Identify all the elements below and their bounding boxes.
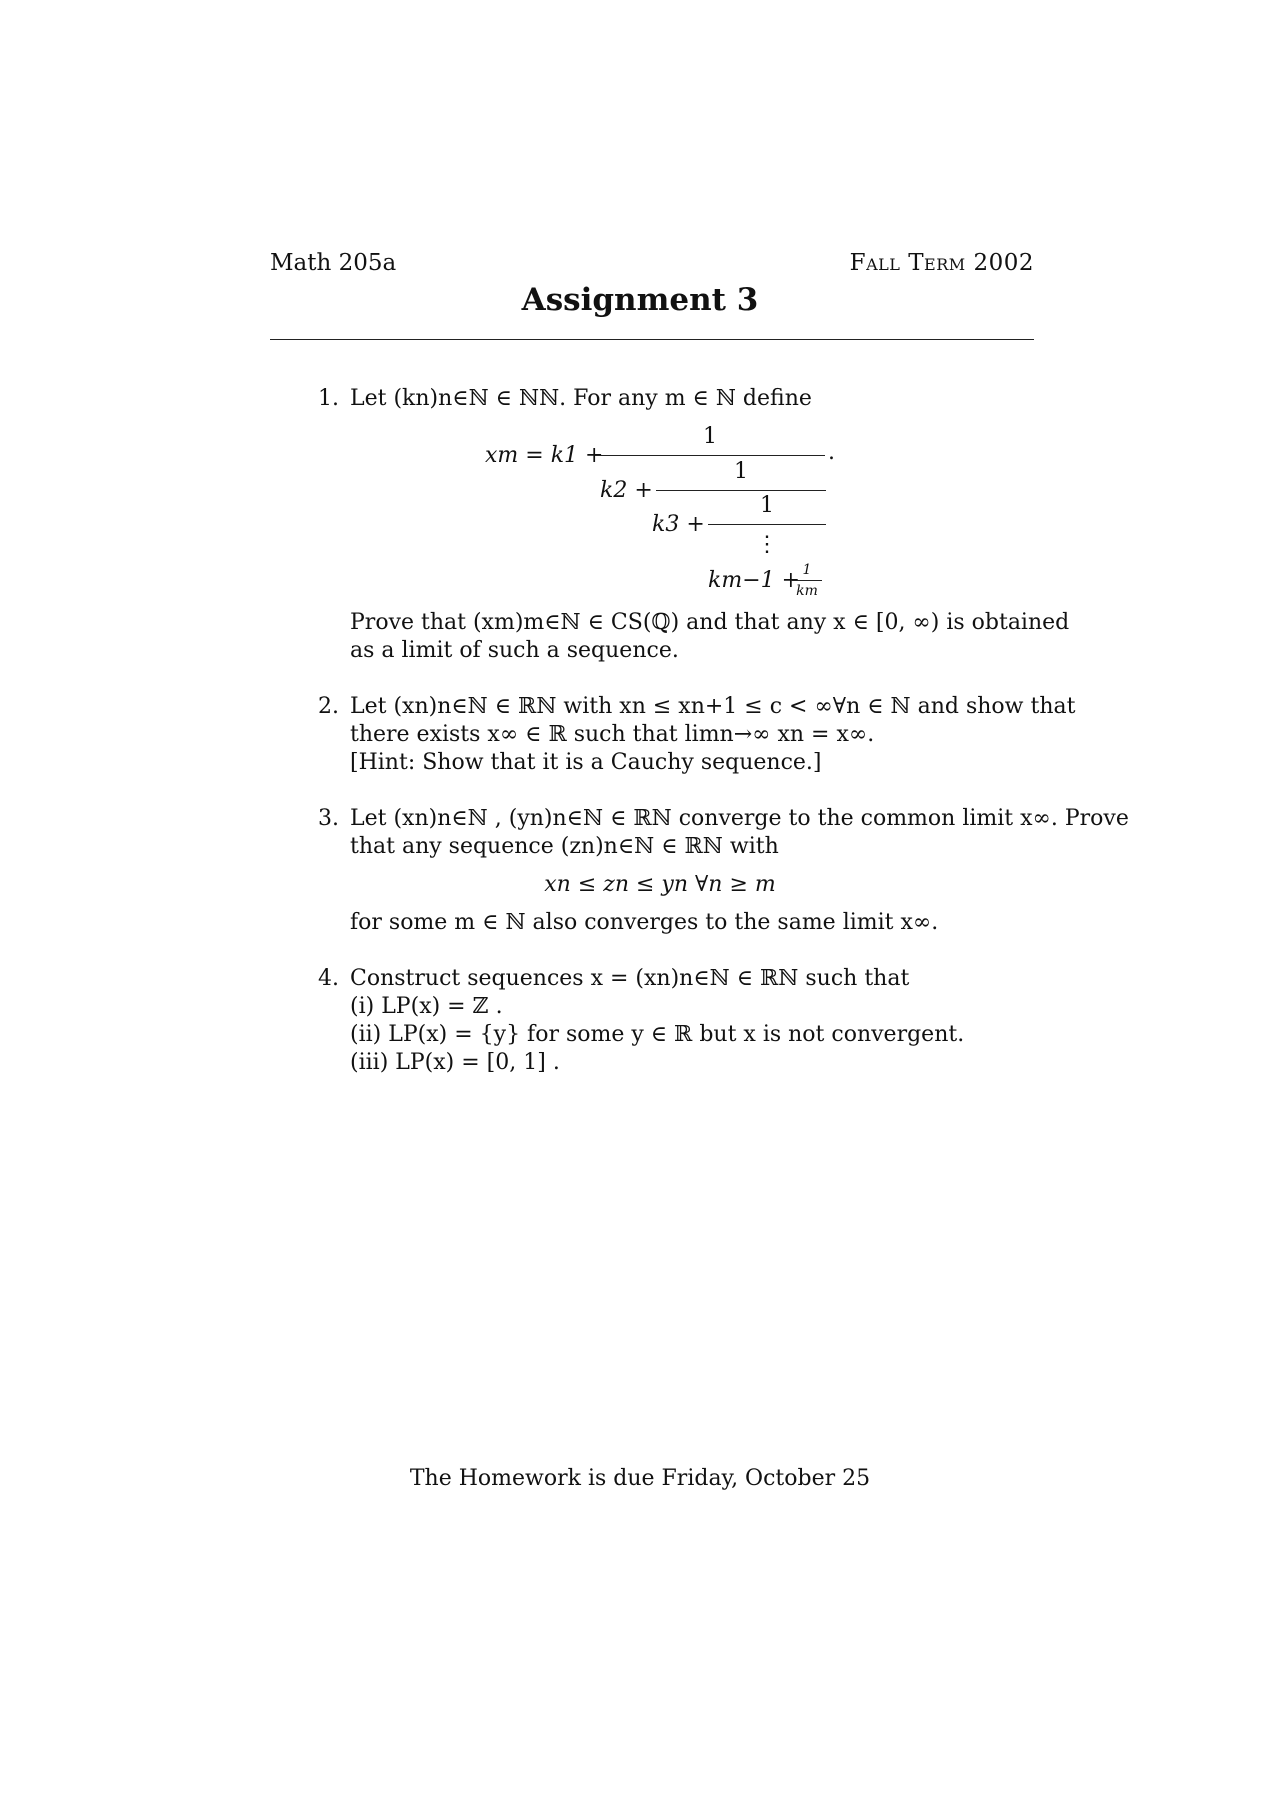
problem-3-line-1: Let (xn)n∈ℕ , (yn)n∈ℕ ∈ ℝℕ converge to the common limit x∞. Prove [350, 806, 1129, 831]
problem-4-number: 4. [318, 966, 339, 991]
formula-k3: k3 + [652, 512, 705, 537]
formula-last-num: 1 [802, 562, 812, 578]
problem-1-body-1: Prove that (xm)m∈ℕ ∈ CS(ℚ) and that any x ∈ [0, ∞) is obtained [350, 610, 1070, 635]
course-name: Math 205a [270, 250, 397, 276]
problem-1-intro: Let (kn)n∈ℕ ∈ ℕℕ. For any m ∈ ℕ define [350, 386, 812, 411]
page-title: Assignment 3 [521, 282, 759, 318]
problem-3-line-3: for some m ∈ ℕ also converges to the same limit x∞. [350, 910, 939, 935]
fraction-bar-2 [656, 490, 826, 491]
problem-3-number: 3. [318, 806, 339, 831]
formula-num-3: 1 [760, 493, 774, 518]
formula-period: . [828, 440, 835, 465]
problem-1-number: 1. [318, 386, 339, 411]
formula-num-2: 1 [734, 459, 748, 484]
problem-4-item-iii: (iii) LP(x) = [0, 1] . [350, 1050, 560, 1075]
header-rule [270, 339, 1034, 340]
fraction-bar-last [792, 580, 822, 581]
term-label: Fall Term 2002 [849, 250, 1034, 276]
problem-2-line-2: there exists x∞ ∈ ℝ such that limn→∞ xn = x∞. [350, 722, 875, 747]
problem-2-line-1: Let (xn)n∈ℕ ∈ ℝℕ with xn ≤ xn+1 ≤ c < ∞∀n ∈ ℕ and show that [350, 694, 1076, 719]
formula-k2: k2 + [600, 478, 653, 503]
fraction-bar-3 [708, 524, 826, 525]
problem-1-body-2: as a limit of such a sequence. [350, 638, 679, 663]
problem-4-item-i: (i) LP(x) = ℤ . [350, 994, 503, 1019]
formula-dots: ⋮ [756, 532, 778, 557]
problem-2-number: 2. [318, 694, 339, 719]
fraction-bar-1 [595, 455, 825, 456]
due-date-note: The Homework is due Friday, October 25 [409, 1466, 871, 1491]
formula-lhs: xm = k1 + [485, 443, 604, 468]
problem-4-item-ii: (ii) LP(x) = {y} for some y ∈ ℝ but x is not convergent. [350, 1022, 965, 1047]
problem-3-display-formula: xn ≤ zn ≤ yn ∀n ≥ m [544, 872, 776, 897]
formula-num-1: 1 [703, 424, 717, 449]
problem-4-line-1: Construct sequences x = (xn)n∈ℕ ∈ ℝℕ such that [350, 966, 910, 991]
problem-3-line-2: that any sequence (zn)n∈ℕ ∈ ℝℕ with [350, 834, 779, 859]
formula-last-term: km−1 + [708, 568, 801, 593]
formula-last-den: km [796, 583, 818, 599]
problem-2-hint: [Hint: Show that it is a Cauchy sequence.] [350, 750, 822, 775]
